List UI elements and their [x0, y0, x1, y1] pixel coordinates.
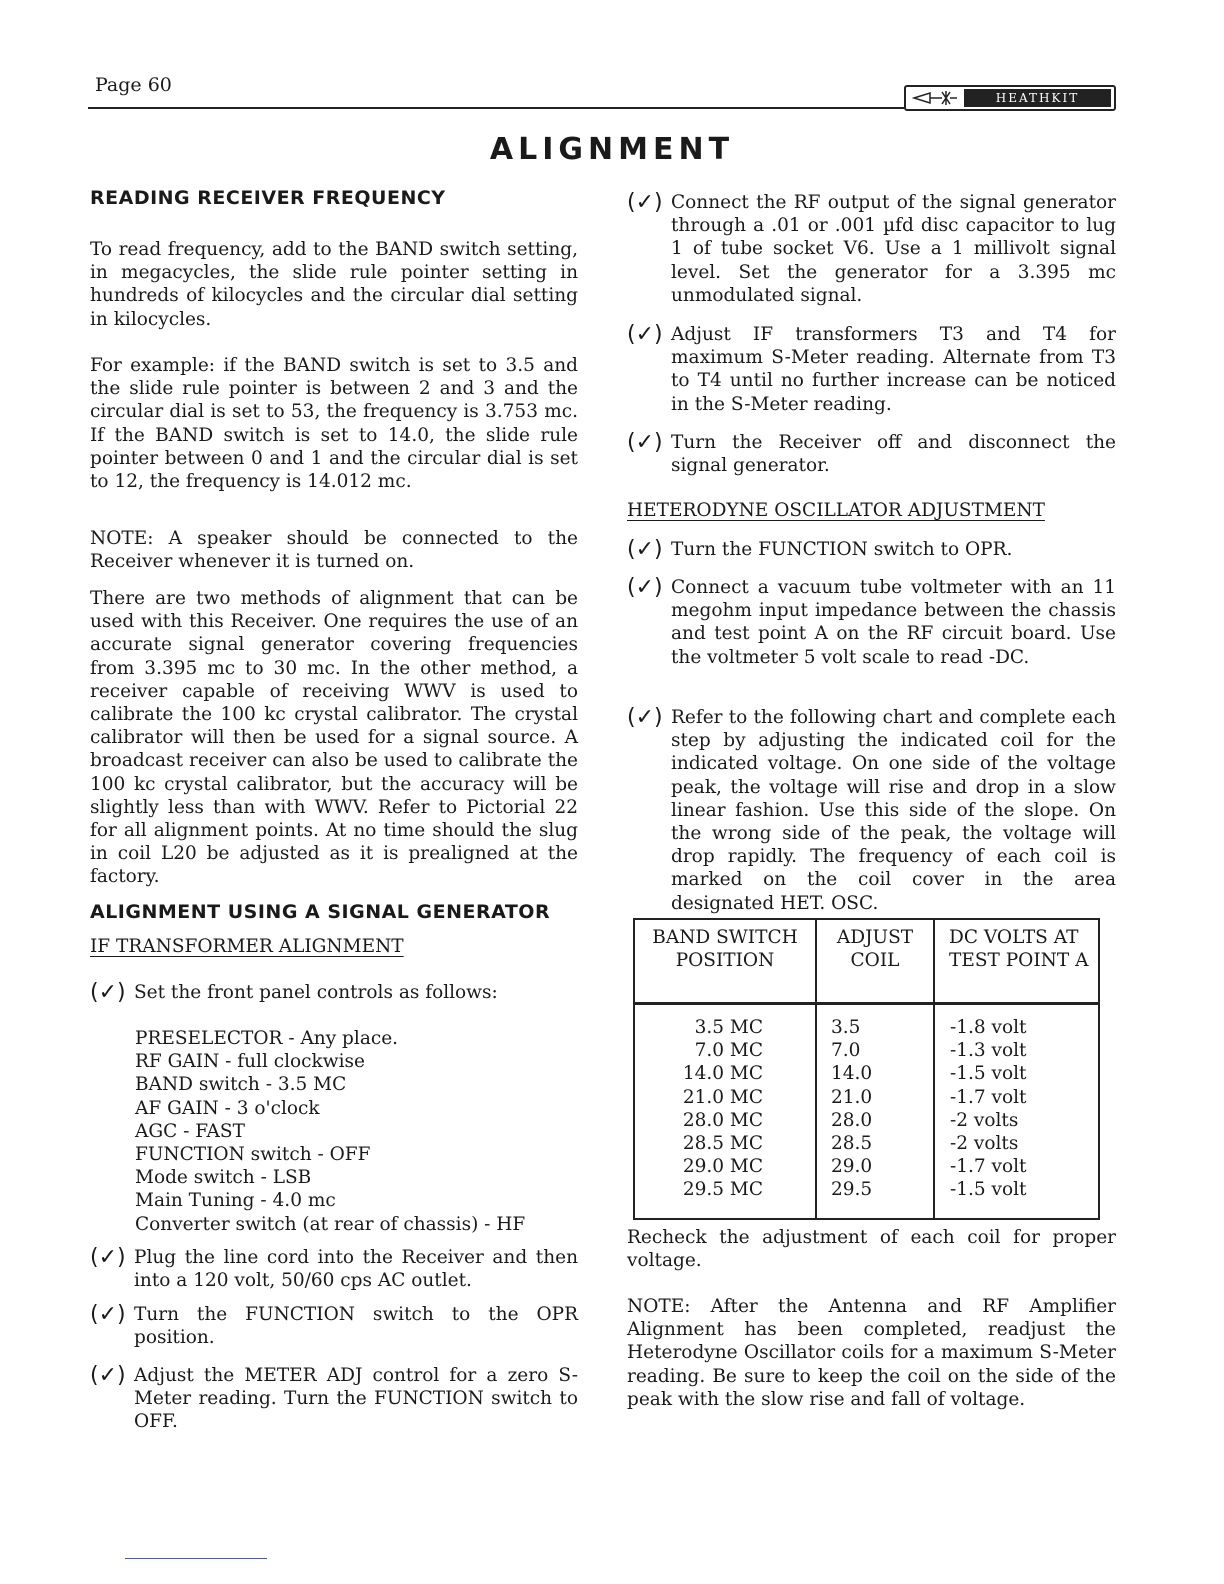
- table-cell: -2 volts: [950, 1109, 1019, 1131]
- step-turn-receiver-off[interactable]: [627, 431, 1116, 477]
- step-set-controls[interactable]: [90, 981, 578, 1004]
- table-cell: -1.5 volt: [950, 1063, 1027, 1085]
- list-item: Main Tuning - 4.0 mc: [135, 1190, 336, 1212]
- step-text: Adjust the METER ADJ control for a zero S-Meter reading. Turn the FUNCTION switch to OFF.: [134, 1365, 578, 1433]
- step-text: Refer to the following chart and complete each step by adjusting the indicated coil for the indicated voltage. On one side of the voltage peak, the voltage will rise and drop in a slow linear fashion. Use this side of the slope. On the wrong side of the peak, the voltage will drop rapidly. The frequency of each coil is marked on the coil cover in the area designated HET. OSC.: [671, 707, 1116, 914]
- check-mark-icon[interactable]: (✓): [627, 575, 663, 600]
- brand-name: HEATHKIT: [964, 89, 1111, 107]
- list-item: AGC - FAST: [135, 1120, 245, 1142]
- reading-frequency-heading: READING RECEIVER FREQUENCY: [90, 187, 446, 209]
- list-item: FUNCTION switch - OFF: [135, 1144, 371, 1166]
- check-mark-icon[interactable]: (✓): [90, 1245, 126, 1270]
- alignment-chart: [633, 918, 1100, 1220]
- coil-column: [831, 1016, 872, 1202]
- list-item: PRESELECTOR - Any place.: [135, 1028, 399, 1049]
- example-paragraph: For example: if the BAND switch is set to 3.5 and the slide rule pointer is between 2 and 3 and the circular dial is set to 53, the frequency is 3.753 mc. If the BAND switch is set to 14.0, the slide rule pointer between 0 and 1 and the circular dial is set to 12, the frequency is 14.012 mc.: [90, 355, 578, 493]
- heterodyne-note: NOTE: After the Antenna and RF Amplifier Alignment has been completed, readjust the Heterodyne Oscillator coils for a maximum S-Meter reading. Be sure to keep the coil on the side of the peak with the slow rise and fall of voltage.: [627, 1296, 1116, 1410]
- methods-paragraph: There are two methods of alignment that can be used with this Receiver. One requires the use of an accurate signal generator covering frequencies from 3.395 mc to 30 mc. In the other method, a receiver capable of receiving WWV is used to calibrate the 100 kc crystal calibrator. The crystal calibrator will then be used for a signal source. A broadcast receiver can also be used to calibrate the 100 kc crystal calibrator, but the accuracy will be slightly less than with WWV. Refer to Pictorial 22 for all alignment points. At no time should the slug in coil L20 be adjusted as it is prealigned at the factory.: [90, 588, 578, 888]
- header-band-switch: BAND SWITCH POSITION: [652, 927, 798, 972]
- table-divider: [933, 920, 935, 1218]
- list-item: AF GAIN - 3 o'clock: [135, 1097, 320, 1119]
- check-mark-icon[interactable]: (✓): [627, 705, 663, 730]
- check-mark-icon[interactable]: (✓): [627, 537, 663, 562]
- table-divider: [815, 920, 817, 1218]
- step-function-to-opr[interactable]: [627, 538, 1116, 561]
- list-item: Converter switch (at rear of chassis) - HF: [135, 1213, 526, 1235]
- table-cell: 3.5: [831, 1017, 861, 1038]
- table-cell: 28.5: [831, 1132, 873, 1154]
- brand-logo: [904, 85, 1116, 111]
- signal-generator-heading: ALIGNMENT USING A SIGNAL GENERATOR: [90, 901, 551, 923]
- table-cell: 29.5 MC: [682, 1179, 763, 1201]
- footer-rule: [125, 1558, 267, 1559]
- table-cell: 29.0 MC: [682, 1156, 763, 1178]
- page-number: Page 60: [95, 74, 172, 96]
- table-cell: -1.7 volt: [950, 1156, 1027, 1178]
- table-cell: -2 volts: [950, 1132, 1019, 1154]
- table-cell: 3.5 MC: [694, 1017, 763, 1038]
- table-cell: -1.7 volt: [950, 1086, 1027, 1108]
- table-cell: 7.0: [831, 1040, 861, 1062]
- check-mark-icon[interactable]: (✓): [627, 190, 663, 215]
- heathkit-logo-icon: [906, 87, 964, 109]
- check-mark-icon[interactable]: (✓): [90, 980, 126, 1005]
- step-text: Adjust IF transformers T3 and T4 for maximum S-Meter reading. Alternate from T3 to T4 until no further increase can be noticed in the S-Meter reading.: [671, 324, 1116, 415]
- band-column: [635, 1016, 815, 1202]
- step-text: Connect the RF output of the signal generator through a .01 or .001 µfd disc capacitor to lug 1 of tube socket V6. Use a 1 millivolt signal level. Set the generator for a 3.395 mc unmodulated signal.: [671, 192, 1116, 306]
- table-cell: -1.8 volt: [950, 1017, 1027, 1038]
- table-cell: 29.0: [831, 1156, 873, 1178]
- list-item: Mode switch - LSB: [135, 1167, 312, 1189]
- page-title: ALIGNMENT: [489, 132, 735, 167]
- heterodyne-heading: HETERODYNE OSCILLATOR ADJUSTMENT: [627, 500, 1045, 521]
- volts-column: [950, 1016, 1027, 1202]
- step-text: Turn the FUNCTION switch to the OPR position.: [134, 1304, 578, 1349]
- check-mark-icon[interactable]: (✓): [627, 430, 663, 455]
- check-mark-icon[interactable]: (✓): [627, 322, 663, 347]
- table-cell: 28.5 MC: [682, 1132, 763, 1154]
- step-text: Set the front panel controls as follows:: [134, 982, 498, 1003]
- table-cell: 29.5: [831, 1179, 873, 1201]
- controls-list: [135, 1027, 525, 1236]
- step-turn-function-opr[interactable]: [90, 1303, 578, 1349]
- step-connect-vtvm[interactable]: [627, 576, 1116, 669]
- step-plug-line-cord[interactable]: [90, 1246, 578, 1292]
- step-text: Plug the line cord into the Receiver and then into a 120 volt, 50/60 cps AC outlet.: [134, 1247, 578, 1292]
- list-item: RF GAIN - full clockwise: [135, 1051, 365, 1073]
- table-cell: 28.0: [831, 1109, 873, 1131]
- table-cell: 14.0: [831, 1063, 873, 1085]
- table-cell: 21.0: [831, 1086, 873, 1108]
- step-adjust-if-transformers[interactable]: [627, 323, 1116, 416]
- speaker-note: NOTE: A speaker should be connected to the Receiver whenever it is turned on.: [90, 528, 578, 573]
- recheck-paragraph: Recheck the adjustment of each coil for proper voltage.: [627, 1227, 1116, 1272]
- step-text: Turn the Receiver off and disconnect the signal generator.: [671, 432, 1116, 477]
- check-mark-icon[interactable]: (✓): [90, 1363, 126, 1388]
- table-cell: -1.3 volt: [950, 1040, 1027, 1062]
- table-cell: 14.0 MC: [682, 1063, 763, 1085]
- table-cell: 21.0 MC: [682, 1086, 763, 1108]
- if-transformer-heading: IF TRANSFORMER ALIGNMENT: [90, 936, 404, 957]
- table-cell: 7.0 MC: [694, 1040, 763, 1062]
- table-cell: -1.5 volt: [950, 1179, 1027, 1201]
- step-connect-rf-output[interactable]: [627, 191, 1116, 307]
- header-adjust-coil: ADJUST COIL: [836, 927, 914, 972]
- header-rule: [88, 107, 904, 109]
- reading-paragraph: To read frequency, add to the BAND switch setting, in megacycles, the slide rule pointer setting in hundreds of kilocycles and the circular dial setting in kilocycles.: [90, 239, 578, 330]
- step-text: Connect a vacuum tube voltmeter with an 11 megohm input impedance between the chassis and test point A on the RF circuit board. Use the voltmeter 5 volt scale to read -DC.: [671, 577, 1116, 668]
- step-meter-adj[interactable]: [90, 1364, 578, 1434]
- step-text: Turn the FUNCTION switch to OPR.: [671, 539, 1013, 560]
- list-item: BAND switch - 3.5 MC: [135, 1074, 347, 1096]
- table-divider: [635, 1002, 1098, 1005]
- step-refer-chart[interactable]: [627, 706, 1116, 915]
- header-dc-volts: DC VOLTS AT TEST POINT A: [949, 927, 1089, 972]
- table-cell: 28.0 MC: [682, 1109, 763, 1131]
- check-mark-icon[interactable]: (✓): [90, 1302, 126, 1327]
